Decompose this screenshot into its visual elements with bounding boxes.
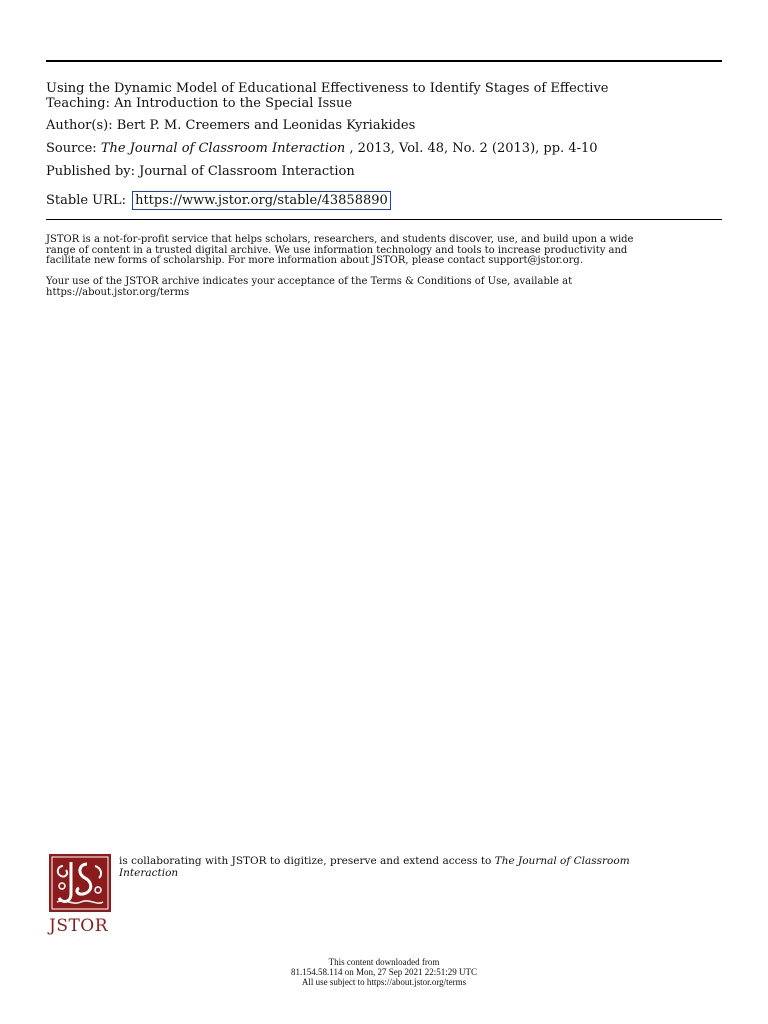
footer-line-2: 81.154.58.114 on Mon, 27 Sep 2021 22:51:29 UTC bbox=[291, 967, 477, 977]
source-label: Source: bbox=[46, 141, 101, 156]
stable-url-label: Stable URL: bbox=[46, 193, 131, 208]
terms-notice bbox=[46, 277, 736, 298]
jstor-logo bbox=[49, 854, 115, 936]
collaboration-text bbox=[119, 856, 679, 879]
footer-line-1: This content downloaded from bbox=[328, 957, 440, 967]
jstor-wordmark: JSTOR bbox=[49, 916, 109, 936]
jstor-notice bbox=[46, 235, 736, 267]
stable-url bbox=[46, 191, 736, 210]
notice-line: JSTOR is a not-for-profit service that helps scholars, researchers, and students discover, use, and build upon a wide bbox=[46, 234, 634, 245]
collab-journal: The Journal of Classroom Interaction bbox=[119, 855, 630, 879]
download-footer bbox=[0, 957, 768, 987]
collab-text: is collaborating with JSTOR to digitize, preserve and extend access to bbox=[119, 855, 495, 867]
title-line-2: Teaching: An Introduction to the Special Issue bbox=[46, 96, 353, 111]
source-journal: The Journal of Classroom Interaction bbox=[100, 141, 346, 156]
source bbox=[46, 141, 736, 156]
stable-url-link[interactable]: https://www.jstor.org/stable/43858890 bbox=[132, 191, 391, 210]
terms-line: https://about.jstor.org/terms bbox=[46, 286, 190, 298]
article-title bbox=[46, 81, 736, 111]
terms-line: Your use of the JSTOR archive indicates your acceptance of the Terms & Conditions of Use, available at bbox=[46, 276, 573, 287]
title-line-1: Using the Dynamic Model of Educational Effectiveness to Identify Stages of Effective bbox=[46, 81, 609, 96]
notice-line: range of content in a trusted digital archive. We use information technology and tools to increase productivity and bbox=[46, 244, 628, 256]
footer-line-3: All use subject to https://about.jstor.org/terms bbox=[301, 977, 467, 987]
notice-line: facilitate new forms of scholarship. For more information about JSTOR, please contact support@jstor.org. bbox=[46, 255, 583, 266]
top-rule bbox=[46, 60, 722, 62]
section-rule bbox=[46, 219, 722, 220]
publisher: Published by: Journal of Classroom Interaction bbox=[46, 164, 355, 179]
jstor-logo-icon bbox=[49, 854, 111, 912]
authors: Author(s): Bert P. M. Creemers and Leonidas Kyriakides bbox=[46, 118, 416, 133]
source-details: , 2013, Vol. 48, No. 2 (2013), pp. 4-10 bbox=[345, 141, 598, 156]
